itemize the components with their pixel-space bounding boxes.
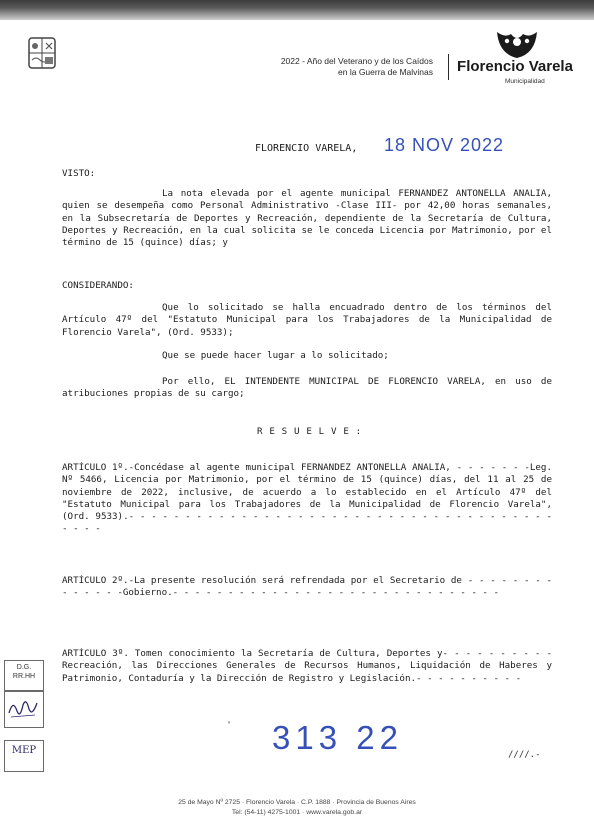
considerando-paragraph-1: Que lo solicitado se halla encuadrado dentro de los términos del Artículo 47º del "Estatuto Municipal para los Trabajadores de la Municipalidad de Florencio Varela", (Ord. 9533);	[62, 302, 552, 338]
considerando-paragraph-2: Que se puede hacer lugar a lo solicitado;	[162, 350, 389, 361]
footer-address: 25 de Mayo Nº 2725 · Florencio Varela · C.P. 1888 · Provincia de Buenos Aires	[178, 799, 416, 806]
considerando-paragraph-3: Por ello, EL INTENDENTE MUNICIPAL DE FLORENCIO VARELA, en uso de atribuciones propias de su cargo;	[62, 376, 552, 400]
mep-initials	[4, 740, 44, 772]
motto-line-2: en la Guerra de Malvinas	[338, 67, 433, 77]
header-divider	[448, 54, 449, 80]
logo-subtitle: Municipalidad	[505, 78, 545, 85]
year-motto	[228, 56, 433, 78]
scan-top-band	[0, 0, 594, 20]
municipal-crest-icon	[27, 36, 57, 70]
date-stamp: 18 NOV 2022	[384, 135, 505, 155]
article-2: ARTÍCULO 2º.-La presente resolución será refrendada por el Secretario de - - - - - - - - - - - - - -Gobierno.- - - - - - - - - - - - - - - - - - - - - - - - - - - - - -	[62, 575, 552, 599]
initials-signature	[4, 690, 44, 728]
place-line: FLORENCIO VARELA,	[255, 143, 358, 154]
resuelve-heading: RESUELVE:	[257, 426, 368, 437]
closing-slashes: ////.-	[508, 750, 541, 760]
florencio-varela-emblem-icon	[493, 28, 541, 60]
handwritten-initials-icon	[5, 691, 43, 725]
stamp-tick: '	[226, 720, 233, 731]
considerando-label: CONSIDERANDO:	[62, 280, 134, 291]
logo-name: Florencio Varela	[457, 58, 573, 75]
footer-contact: Tel: (54-11) 4275-1001 · www.varela.gob.ar	[231, 809, 363, 816]
motto-line-1: 2022 - Año del Veterano y de los Caídos	[280, 56, 433, 66]
mep-initials-text: MEP	[11, 745, 37, 756]
resolution-number: 313 22	[272, 719, 403, 756]
article-1: ARTÍCULO 1º.-Concédase al agente municipal FERNANDEZ ANTONELLA ANALIA, - - - - - - -Leg. Nº 5466, Licencia por Matrimonio, por el término de 15 (quince) días, del 11 al 25 de noviembre de 2022, inclusive, de acuerdo a lo establecido en el Artículo 47º del "Estatuto Municipal para los Trabajadores de la Municipalidad de Florencio Varela", (Ord. 9533).- - - - - - - - - - - - - - - - - - - - - - - - - - - - - - - - - - - - - - - - - -	[62, 462, 552, 535]
article-3: ARTÍCULO 3º. Tomen conocimiento la Secretaría de Cultura, Deportes y- - - - - - - - - -Recreación, las Direcciones Generales de Recursos Humanos, Liquidación de Haberes y Patrimonio, Contaduría y la Dirección de Registro y Legislación.- - - - - - - - - -	[62, 648, 552, 684]
visto-paragraph: La nota elevada por el agente municipal FERNANDEZ ANTONELLA ANALIA, quien se desempeña como Personal Administrativo -Clase III- por 42,00 horas semanales, en la Subsecretaría de Deportes y Recreación, dependiente de la Secretaría de Cultura, Deportes y Recreación, en la cual solicita se le conceda Licencia por Matrimonio, por el término de 15 (quince) días; y	[62, 188, 552, 249]
rrhh-stamp: D.G. RR.HH	[4, 660, 44, 692]
visto-label: VISTO:	[62, 168, 96, 179]
